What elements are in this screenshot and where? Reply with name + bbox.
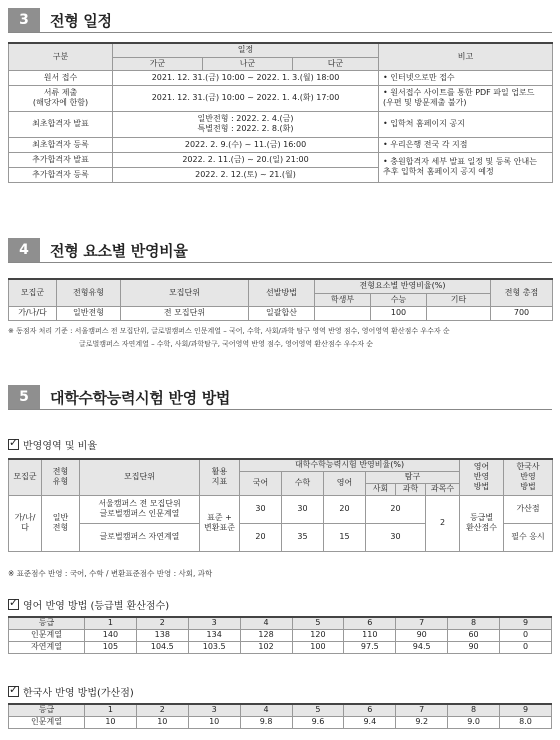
header-bigo: 비고 [379,43,553,70]
section-title: 전형 요소별 반영비율 [50,241,188,260]
cell-kor: 30 [240,495,282,523]
cell-value: 105 [85,641,137,653]
header-grade-num: 2 [136,617,188,629]
header-grade-num: 8 [448,704,500,716]
cell-count: 2 [426,495,460,551]
subhead-ratio [8,437,97,452]
cell-value: 120 [292,629,344,641]
table-row [9,629,552,641]
checkbox-icon [8,599,19,610]
row-schedule: 2022. 2. 9.(수) ~ 11.(금) 16:00 [113,137,379,152]
suneung-table [8,458,553,552]
cell-eng: 20 [324,495,366,523]
header-ratio: 대학수학능력시험 반영비율(%) [240,459,460,471]
cell-value: 10 [85,716,137,728]
section-4-header [8,238,552,263]
section-5-header [8,385,552,410]
header-grade-num: 2 [136,704,188,716]
row-note: • 충원합격자 세부 발표 일정 및 등록 안내는 추후 입학처 홈페이지 공지 예정 [379,152,553,182]
row-schedule: 2021. 12. 31.(금) 10:00 ~ 2022. 1. 4.(화) 17:00 [113,85,379,111]
header-ratio: 전형요소별 반영비율(%) [315,279,491,293]
section-number: 5 [8,385,40,409]
header-kor: 국어 [240,471,282,495]
row-note: • 인터넷으로만 접수 [379,70,553,85]
cell-method: 일괄합산 [249,306,315,320]
row-schedule: 2021. 12. 31.(금) 10:00 ~ 2022. 1. 3.(월) 18:00 [113,70,379,85]
header-num: 과목수 [426,483,460,495]
row-note: • 원서접수 사이트를 통한 PDF 파일 업로드 (우편 및 방문제출 불가) [379,85,553,111]
header-ga: 가군 [113,57,203,70]
table-row [9,111,553,137]
table-row [9,641,552,653]
subhead-text: 영어 반영 방법 (등급별 환산점수) [23,601,170,612]
cell-value: 0 [500,641,552,653]
ratio-table [8,278,553,321]
cell-value: 97.5 [344,641,396,653]
header-grade-num: 5 [292,704,344,716]
header-total: 전형 총점 [491,279,553,306]
cell-school [315,306,371,320]
header-method: 선발방법 [249,279,315,306]
header-grade-num: 1 [85,704,137,716]
subhead-hist [8,684,134,699]
row-schedule: 2022. 2. 11.(금) ~ 20.(일) 21:00 [113,152,379,167]
cell-unit: 전 모집단위 [121,306,249,320]
header-grade-num: 9 [500,704,552,716]
table-row [9,152,553,167]
section-number: 3 [8,8,40,32]
table-row [9,137,553,152]
header-grade-num: 4 [240,704,292,716]
header-index: 활용 지표 [200,459,240,495]
subhead-eng [8,597,169,612]
header-unit: 모집단위 [121,279,249,306]
hist-table [8,703,552,729]
cell-value: 0 [500,629,552,641]
checkbox-icon [8,686,19,697]
section-title: 전형 일정 [50,11,112,30]
section-number: 4 [8,238,40,262]
cell-value: 90 [448,641,500,653]
cell-value: 9.4 [344,716,396,728]
cell-value: 110 [344,629,396,641]
cell-value: 138 [136,629,188,641]
cell-value: 10 [188,716,240,728]
cell-kor: 20 [240,523,282,551]
cell-suneung: 100 [371,306,427,320]
table-row [9,716,552,728]
header-sci: 과학 [396,483,426,495]
subhead-text: 한국사 반영 방법(가산점) [23,688,134,699]
cell-value: 100 [292,641,344,653]
cell-type: 일반 전형 [42,495,80,551]
cell-value: 94.5 [396,641,448,653]
cell-unit: 서울캠퍼스 전 모집단위 글로벌캠퍼스 인문계열 [80,495,200,523]
cell-value: 9.6 [292,716,344,728]
header-da: 다군 [293,57,379,70]
header-eng-method: 영어 반영 방법 [460,459,504,495]
cell-total: 700 [491,306,553,320]
header-suneung: 수능 [371,293,427,306]
header-grade-num: 8 [448,617,500,629]
table-row [9,70,553,85]
header-gubun: 구분 [9,43,113,70]
header-social: 사회 [366,483,396,495]
row-label: 인문계열 [9,629,85,641]
header-grade-num: 7 [396,704,448,716]
cell-eng: 15 [324,523,366,551]
header-grade-num: 3 [188,617,240,629]
row-label: 인문계열 [9,716,85,728]
table-row [9,306,553,320]
cell-math: 30 [282,495,324,523]
cell-value: 10 [136,716,188,728]
cell-unit: 글로벌캠퍼스 자연계열 [80,523,200,551]
cell-group: 가/나/다 [9,306,57,320]
cell-value: 102 [240,641,292,653]
cell-etc [427,306,491,320]
eng-table [8,616,552,654]
schedule-table [8,42,553,183]
row-note: • 입학처 홈페이지 공지 [379,111,553,137]
cell-hist: 필수 응시 [504,523,553,551]
cell-value: 90 [396,629,448,641]
row-schedule: 일반전형 : 2022. 2. 4.(금) 특별전형 : 2022. 2. 8.(화) [113,111,379,137]
header-grade: 등급 [9,704,85,716]
header-type: 전형 유형 [42,459,80,495]
header-grade-num: 9 [500,617,552,629]
header-na: 나군 [203,57,293,70]
cell-value: 9.8 [240,716,292,728]
section-3-header [8,8,552,33]
row-label: 서류 제출 (해당자에 한함) [9,85,113,111]
header-tamgu: 탐구 [366,471,460,483]
cell-tamgu: 20 [366,495,426,523]
header-math: 수학 [282,471,324,495]
row-label: 추가합격자 발표 [9,152,113,167]
header-grade-num: 7 [396,617,448,629]
cell-value: 134 [188,629,240,641]
table-row [9,85,553,111]
cell-value: 9.2 [396,716,448,728]
cell-math: 35 [282,523,324,551]
cell-tamgu: 30 [366,523,426,551]
header-group: 모집군 [9,279,57,306]
row-schedule: 2022. 2. 12.(토) ~ 21.(월) [113,167,379,182]
header-schedule: 일정 [113,43,379,57]
cell-group: 가/나/다 [9,495,42,551]
section-title: 대학수학능력시험 반영 방법 [50,388,231,407]
header-type: 전형유형 [57,279,121,306]
header-grade-num: 3 [188,704,240,716]
row-label: 최초합격자 등록 [9,137,113,152]
cell-index: 표준 + 변환표준 [200,495,240,551]
header-hist-method: 한국사 반영 방법 [504,459,553,495]
cell-value: 9.0 [448,716,500,728]
header-grade-num: 4 [240,617,292,629]
checkbox-icon [8,439,19,450]
tie-note-2: 글로벌캠퍼스 자연계열 – 수학, 사회/과학탐구, 국어영역 반영 점수, 영어영역 환산점수 우수자 순 [79,340,373,348]
row-label: 원서 접수 [9,70,113,85]
cell-value: 60 [448,629,500,641]
tie-note: ※ 동점자 처리 기준 : 서울캠퍼스 전 모집단위, 글로벌캠퍼스 인문계열 – 국어, 수학, 사회/과학 탐구 영역 반영 점수, 영어영역 환산점수 우수자 순 [8,327,450,335]
score-note: ※ 표준점수 반영 : 국어, 수학 / 변환표준점수 반영 : 사회, 과학 [8,569,213,578]
cell-value: 103.5 [188,641,240,653]
row-label: 추가합격자 등록 [9,167,113,182]
header-etc: 기타 [427,293,491,306]
header-group: 모집군 [9,459,42,495]
row-note: • 우리은행 전국 각 지점 [379,137,553,152]
header-eng: 영어 [324,471,366,495]
header-grade-num: 6 [344,617,396,629]
cell-eng-method: 등급별 환산점수 [460,495,504,551]
header-grade-num: 6 [344,704,396,716]
cell-value: 8.0 [500,716,552,728]
header-school: 학생부 [315,293,371,306]
row-label: 최초합격자 발표 [9,111,113,137]
cell-hist: 가산점 [504,495,553,523]
header-unit: 모집단위 [80,459,200,495]
subhead-text: 반영영역 및 비율 [23,441,97,452]
header-grade-num: 5 [292,617,344,629]
cell-value: 104.5 [136,641,188,653]
header-grade: 등급 [9,617,85,629]
cell-value: 128 [240,629,292,641]
table-row [9,495,553,523]
cell-value: 140 [85,629,137,641]
row-label: 자연계열 [9,641,85,653]
cell-type: 일반전형 [57,306,121,320]
header-grade-num: 1 [85,617,137,629]
